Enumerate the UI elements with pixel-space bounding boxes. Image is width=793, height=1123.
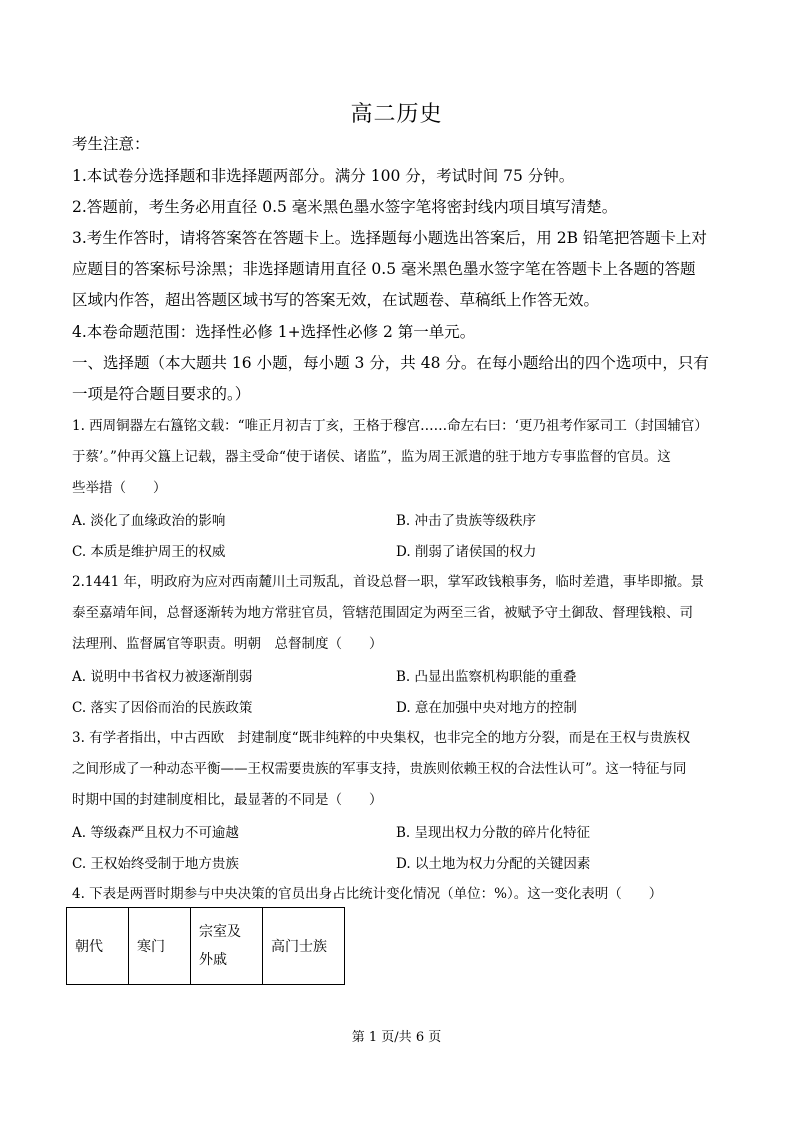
table-header-cell: 宗室及外戚	[191, 908, 263, 985]
question-2-option-d: D. 意在加强中央对地方的控制	[396, 700, 577, 716]
notice-item-4: 4.本卷命题范围：选择性必修 1+选择性必修 2 第一单元。	[72, 323, 476, 341]
question-1-option-a: A. 淡化了血缘政治的影响	[72, 513, 226, 529]
question-2-text: 泰至嘉靖年间，总督逐渐转为地方常驻官员，管辖范围固定为两至三省，被赋予守土御敌、督理钱粮、司	[72, 605, 693, 621]
question-1-option-d: D. 削弱了诸侯国的权力	[396, 544, 537, 560]
table-header-cell: 朝代	[67, 908, 129, 985]
question-3-option-b: B. 呈现出权力分散的碎片化特征	[396, 825, 591, 841]
page-number: 第 1 页/共 6 页	[351, 1030, 442, 1045]
table-header-cell: 寒门	[129, 908, 191, 985]
question-3-option-c: C. 王权始终受制于地方贵族	[72, 856, 239, 872]
question-1-text: 些举措（ ）	[72, 480, 167, 496]
question-2-option-b: B. 凸显出监察机构职能的重叠	[396, 669, 577, 685]
question-1-option-b: B. 冲击了贵族等级秩序	[396, 513, 537, 529]
notice-item-3: 3.考生作答时，请将答案答在答题卡上。选择题每小题选出答案后，用 2B 铅笔把答题卡上对	[72, 229, 707, 247]
table-header-row	[67, 908, 345, 985]
question-1-text: 于蔡’。”仲再父簋上记载，器主受命“使于诸侯、诸监”，监为周王派遣的驻于地方专事监督的官员。这	[72, 449, 671, 465]
notice-item-3-cont2: 区域内作答，超出答题区域书写的答案无效，在试题卷、草稿纸上作答无效。	[72, 291, 600, 309]
data-table	[66, 907, 345, 985]
page-title: 高二历史	[350, 102, 443, 127]
question-1-text: 1. 西周铜器左右簋铭文载：“唯正月初吉丁亥，王格于穆宫……命左右曰：‘更乃祖考作冢司工（封国辅官）	[72, 418, 708, 434]
question-3-option-a: A. 等级森严且权力不可逾越	[72, 825, 239, 841]
question-4-text: 4. 下表是两晋时期参与中央决策的官员出身占比统计变化情况（单位：%）。这一变化表明（ ）	[72, 886, 663, 902]
question-3-text: 之间形成了一种动态平衡——王权需要贵族的军事支持，贵族则依赖王权的合法性认可”。这一特征与同	[72, 761, 687, 777]
notice-item-3-cont: 应题目的答案标号涂黑；非选择题请用直径 0.5 毫米黑色墨水签字笔在答题卡上各题的答题	[72, 260, 696, 278]
section-heading: 一、选择题（本大题共 16 小题，每小题 3 分，共 48 分。在每小题给出的四个选项中，只有	[72, 354, 709, 372]
question-2-text: 法理刑、监督属官等职责。明朝 总督制度（ ）	[72, 636, 383, 652]
question-2-text: 2.1441 年，明政府为应对西南麓川土司叛乱，首设总督一职，掌军政钱粮事务，临时差遣，事毕即撤。景	[72, 574, 705, 590]
question-1-option-c: C. 本质是维护周王的权威	[72, 544, 226, 560]
question-2-option-c: C. 落实了因俗而治的民族政策	[72, 700, 253, 716]
table-header-cell: 高门士族	[263, 908, 345, 985]
notice-item-1: 1.本试卷分选择题和非选择题两部分。满分 100 分，考试时间 75 分钟。	[72, 167, 575, 185]
question-3-text: 时期中国的封建制度相比，最显著的不同是（ ）	[72, 792, 383, 808]
question-3-text: 3. 有学者指出，中古西欧 封建制度“既非纯粹的中央集权，也非完全的地方分裂，而是在王权与贵族权	[72, 730, 691, 746]
question-3-option-d: D. 以土地为权力分配的关键因素	[396, 856, 591, 872]
section-heading-cont: 一项是符合题目要求的。）	[72, 385, 251, 403]
notice-item-2: 2.答题前，考生务必用直径 0.5 毫米黑色墨水签字笔将密封线内项目填写清楚。	[72, 198, 618, 216]
notice-heading: 考生注意：	[72, 135, 150, 153]
question-2-option-a: A. 说明中书省权力被逐渐削弱	[72, 669, 253, 685]
